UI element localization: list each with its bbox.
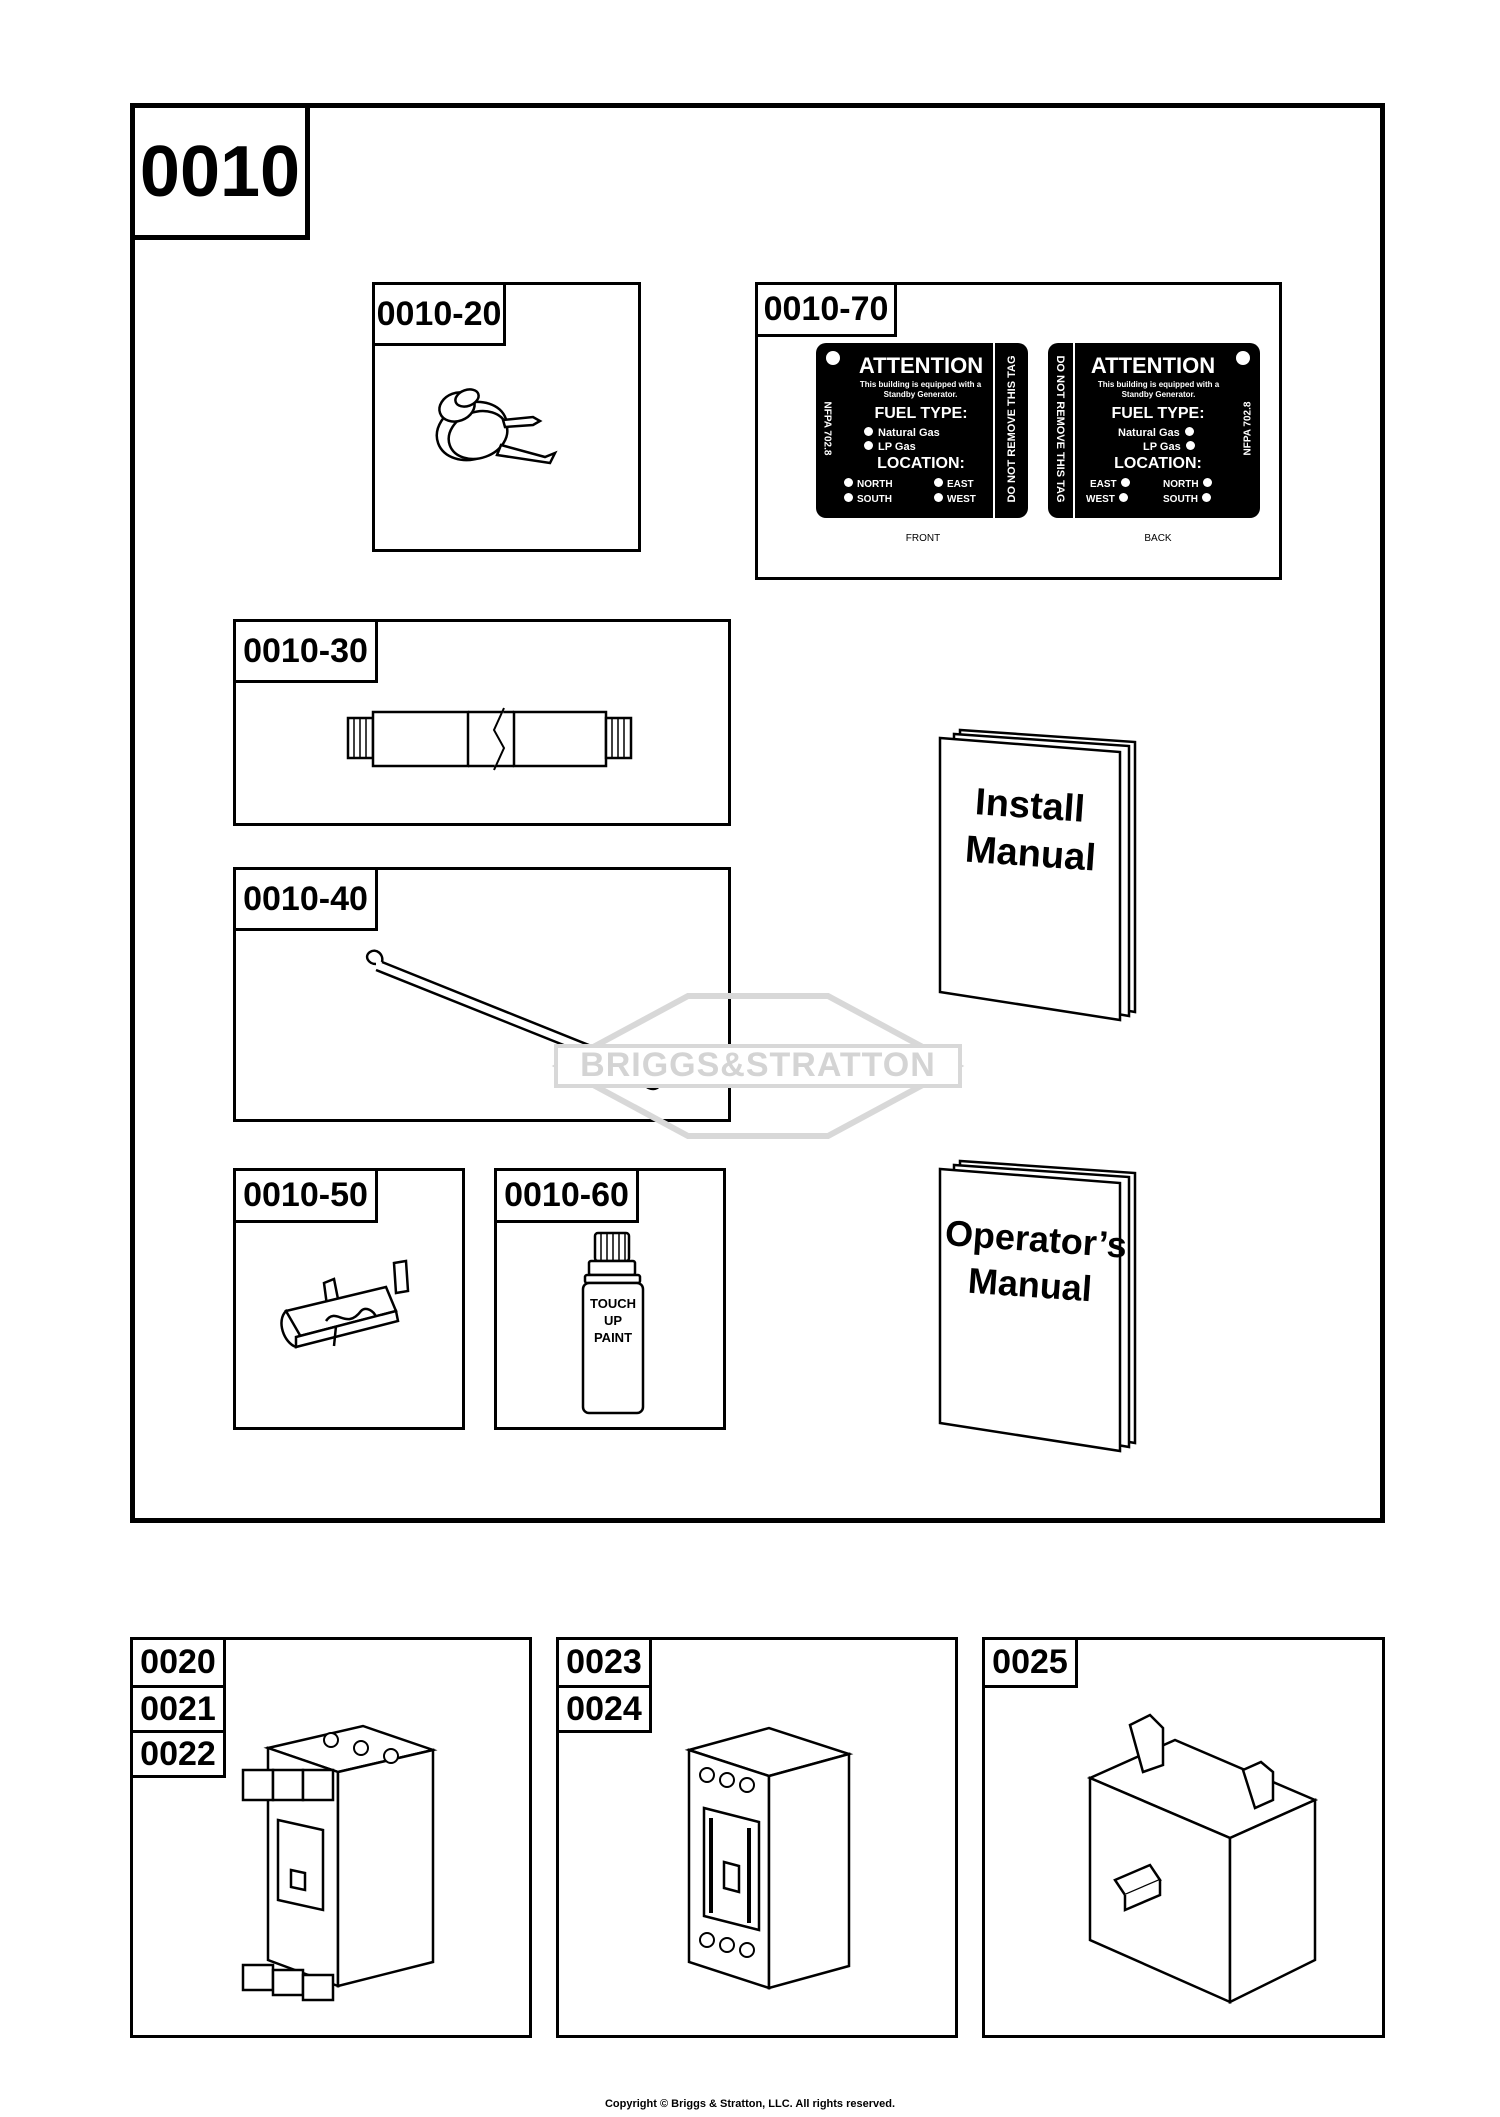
tag-front-hole-icon (826, 351, 840, 365)
part-nipple-box[interactable] (233, 619, 731, 826)
breaker-b-illustration (559, 1640, 961, 2041)
tag-back-loc-4: SOUTH (1163, 493, 1211, 505)
tag-back-loc-3: WEST (1086, 493, 1128, 505)
breaker-a-box[interactable] (130, 1637, 532, 2038)
install-manual-title-2: Manual (963, 828, 1098, 880)
tag-front-fuel-heading: FUEL TYPE: (874, 405, 968, 422)
tag-back (1048, 343, 1260, 518)
breaker-a-illustration (133, 1640, 535, 2041)
tag-front-loc-2: EAST (934, 478, 974, 490)
tag-back-side-text: DO NOT REMOVE THIS TAG (1054, 355, 1066, 503)
radio-dot-icon (934, 493, 943, 502)
tag-front-loc-1: NORTH (844, 478, 893, 490)
part-fuse-label: 0010-50 (233, 1168, 378, 1223)
operator-manual-title-1: Operator’s (943, 1212, 1129, 1266)
breaker-a-label-0022: 0022 (130, 1730, 226, 1778)
relay-label-0025: 0025 (982, 1637, 1078, 1688)
part-fuse-box[interactable] (233, 1168, 465, 1430)
tag-front-line2: Standby Generator. (883, 390, 958, 399)
install-manual-title-1: Install (973, 781, 1087, 831)
tag-front-caption: FRONT (905, 533, 941, 544)
radio-dot-icon (1203, 478, 1212, 487)
tag-front-loc-3: SOUTH (844, 493, 892, 505)
radio-dot-icon (1185, 427, 1194, 436)
tag-front-heading: ATTENTION (858, 353, 984, 378)
tag-front-nfpa: NFPA 702.8 (821, 401, 833, 456)
paint-bottle-text-2: UP (603, 1313, 623, 1328)
tag-back-hole-icon (1236, 351, 1250, 365)
operator-manual-title-2: Manual (966, 1259, 1094, 1310)
part-tag-box[interactable] (755, 282, 1282, 580)
breaker-a-label-0020: 0020 (130, 1637, 226, 1688)
relay-illustration (985, 1640, 1388, 2041)
tag-back-nfpa: NFPA 702.8 (1242, 401, 1254, 456)
part-rod-label: 0010-40 (233, 867, 378, 931)
radio-dot-icon (864, 441, 873, 450)
nipple-illustration (236, 622, 734, 829)
tag-front-loc-4: WEST (934, 493, 976, 505)
breaker-b-box[interactable] (556, 1637, 958, 2038)
tag-back-divider (1073, 343, 1075, 518)
radio-dot-icon (844, 478, 853, 487)
paint-bottle-text-3: PAINT (593, 1330, 633, 1345)
radio-dot-icon (1121, 478, 1130, 487)
tag-front-location-heading: LOCATION: (877, 455, 965, 472)
tag-front (816, 343, 1028, 518)
operator-manual-illustration[interactable] (930, 1163, 1140, 1453)
brand-watermark-text: BRIGGS&STRATTON (580, 1046, 936, 1084)
tag-back-fuel-2: LP Gas (1143, 441, 1195, 453)
tag-back-line2: Standby Generator. (1121, 390, 1196, 399)
tag-back-loc-1: EAST (1090, 478, 1130, 490)
breaker-b-label-0023: 0023 (556, 1637, 652, 1688)
tag-back-caption: BACK (1144, 533, 1172, 544)
tag-back-location-heading: LOCATION: (1114, 455, 1202, 472)
copyright-notice: Copyright © Briggs & Stratton, LLC. All rights reserved. (604, 2098, 896, 2110)
group-0010-label: 0010 (130, 103, 310, 240)
radio-dot-icon (1202, 493, 1211, 502)
relay-box[interactable] (982, 1637, 1385, 2038)
tag-back-heading: ATTENTION (1090, 353, 1216, 378)
breaker-b-label-0024: 0024 (556, 1685, 652, 1733)
part-paint-label: 0010-60 (494, 1168, 639, 1223)
part-paint-box[interactable] (494, 1168, 726, 1430)
tag-front-fuel-2: LP Gas (864, 441, 916, 453)
tag-back-fuel-1: Natural Gas (1118, 427, 1194, 439)
part-keys-box[interactable] (372, 282, 641, 552)
part-keys-label: 0010-20 (372, 282, 506, 346)
radio-dot-icon (1186, 441, 1195, 450)
tag-back-fuel-heading: FUEL TYPE: (1111, 405, 1205, 422)
radio-dot-icon (864, 427, 873, 436)
tag-front-side-text: DO NOT REMOVE THIS TAG (1006, 355, 1018, 503)
radio-dot-icon (844, 493, 853, 502)
tag-front-fuel-1: Natural Gas (864, 427, 940, 439)
breaker-a-label-0021: 0021 (130, 1685, 226, 1733)
fuse-illustration (236, 1171, 468, 1433)
paint-bottle-text-1: TOUCH (590, 1296, 636, 1311)
tag-back-line1: This building is equipped with a (1097, 380, 1220, 389)
radio-dot-icon (934, 478, 943, 487)
keys-illustration (375, 285, 644, 555)
tag-back-loc-2: NORTH (1163, 478, 1212, 490)
tag-front-divider (993, 343, 995, 518)
part-nipple-label: 0010-30 (233, 619, 378, 683)
tag-front-line1: This building is equipped with a (859, 380, 982, 389)
radio-dot-icon (1119, 493, 1128, 502)
part-tag-label: 0010-70 (755, 282, 897, 337)
